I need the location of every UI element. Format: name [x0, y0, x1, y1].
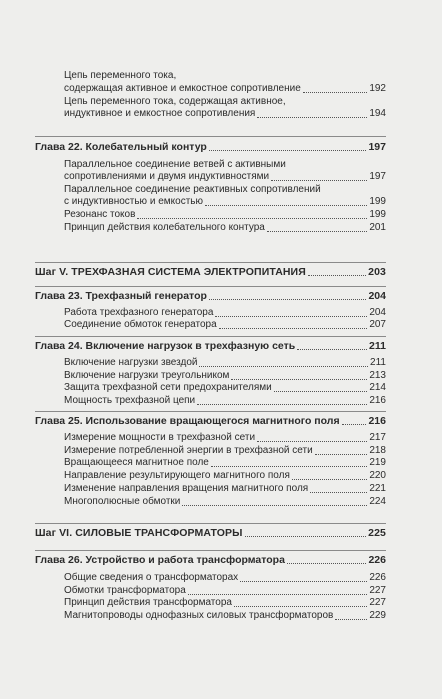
page-number: 226	[369, 572, 386, 583]
toc-entry-chapter	[35, 141, 386, 153]
entry-title: Многополюсные обмотки	[64, 496, 181, 507]
entry-title: Включение нагрузки звездой	[64, 357, 198, 368]
toc-entry-subsection	[64, 432, 386, 444]
dot-leader	[240, 581, 367, 582]
entry-title: Глава 24. Включение нагрузок в трехфазную сеть	[35, 340, 296, 352]
entry-title: Направление результирующего магнитного поля	[64, 470, 290, 481]
dot-leader	[310, 492, 367, 493]
dot-leader	[308, 275, 366, 276]
dot-leader	[335, 619, 367, 620]
divider	[35, 136, 386, 137]
entry-title: Измерение мощности в трехфазной сети	[64, 432, 256, 443]
entry-title: Изменение направления вращения магнитного поля	[64, 483, 309, 494]
page-number: 214	[369, 382, 386, 393]
entry-title: Шаг VI. СИЛОВЫЕ ТРАНСФОРМАТОРЫ	[35, 527, 243, 539]
toc-entry-subsection	[64, 222, 386, 234]
entry-title: Принцип действия трансформатора	[64, 597, 232, 608]
page-number: 229	[369, 610, 386, 621]
entry-title: Общие сведения о трансформаторах	[64, 572, 239, 583]
page-number: 211	[370, 357, 386, 368]
entry-title: Обмотки трансформатора	[64, 585, 186, 596]
dot-leader	[188, 594, 368, 595]
entry-title: Параллельное соединение ветвей с активными	[64, 159, 286, 170]
toc-entry-subsection	[64, 585, 386, 597]
divider	[35, 336, 386, 337]
toc-entry-subsection	[64, 209, 386, 221]
entry-title: Цепь переменного тока,	[64, 70, 177, 81]
dot-leader	[287, 563, 367, 564]
entry-title: Соединение обмоток генератора	[64, 319, 217, 330]
dot-leader	[137, 218, 367, 219]
page-number: 201	[369, 222, 386, 233]
dot-leader	[211, 466, 367, 467]
page-number: 207	[369, 319, 386, 330]
entry-title: Глава 26. Устройство и работа трансформатора	[35, 554, 285, 566]
toc-entry-subsection	[64, 457, 386, 469]
toc-entry-subsection	[64, 196, 386, 208]
entry-title: Глава 25. Использование вращающегося магнитного поля	[35, 415, 340, 427]
page-number: 199	[369, 196, 386, 207]
dot-leader	[199, 366, 368, 367]
entry-title: Вращающееся магнитное поле	[64, 457, 209, 468]
toc-entry-chapter	[35, 415, 386, 427]
toc-entry-subsection	[64, 307, 386, 319]
toc-entry-subsection	[64, 96, 386, 108]
toc-entry-subsection	[64, 70, 386, 82]
toc-entry-subsection	[64, 159, 386, 171]
toc-entry-subsection	[64, 470, 386, 482]
page-number: 194	[369, 108, 386, 119]
toc-entry-chapter	[35, 554, 386, 566]
page-number: 216	[369, 395, 386, 406]
entry-title: Мощность трехфазной цепи	[64, 395, 196, 406]
toc-entry-subsection	[64, 382, 386, 394]
page-number: 217	[369, 432, 386, 443]
toc-entry-part	[35, 527, 386, 539]
page-number: 197	[369, 171, 386, 182]
dot-leader	[231, 379, 367, 380]
dot-leader	[215, 316, 367, 317]
entry-title: Магнитопроводы однофазных силовых трансформаторов	[64, 610, 334, 621]
divider	[35, 262, 386, 263]
entry-title: Глава 23. Трехфазный генератор	[35, 290, 207, 302]
dot-leader	[209, 150, 367, 151]
toc-entry-subsection	[64, 171, 386, 183]
page-number: 197	[368, 141, 386, 153]
toc-entry-subsection	[64, 395, 386, 407]
divider	[35, 286, 386, 287]
dot-leader	[292, 479, 367, 480]
page-number: 221	[369, 483, 386, 494]
toc-entry-subsection	[64, 83, 386, 95]
toc-entry-subsection	[64, 319, 386, 331]
entry-title: сопротивлениями и двумя индуктивностями	[64, 171, 270, 182]
dot-leader	[297, 349, 367, 350]
page-number: 226	[368, 554, 386, 566]
page-number: 204	[368, 290, 386, 302]
page-number: 227	[369, 585, 386, 596]
dot-leader	[245, 536, 367, 537]
dot-leader	[271, 180, 367, 181]
toc-entry-subsection	[64, 610, 386, 622]
toc-entry-subsection	[64, 184, 386, 196]
divider	[35, 523, 386, 524]
page-number: 192	[369, 83, 386, 94]
toc-entry-subsection	[64, 483, 386, 495]
entry-title: Резонанс токов	[64, 209, 136, 220]
toc-entry-part	[35, 266, 386, 278]
entry-title: содержащая активное и емкостное сопротивление	[64, 83, 301, 94]
entry-title: Шаг V. ТРЕХФАЗНАЯ СИСТЕМА ЭЛЕКТРОПИТАНИЯ	[35, 266, 306, 278]
toc-entry-chapter	[35, 340, 386, 352]
dot-leader	[315, 454, 368, 455]
dot-leader	[234, 606, 367, 607]
dot-leader	[257, 117, 367, 118]
toc-entry-chapter	[35, 290, 386, 302]
dot-leader	[257, 441, 367, 442]
dot-leader	[197, 404, 367, 405]
divider	[35, 411, 386, 412]
entry-title: с индуктивностью и емкостью	[64, 196, 203, 207]
page-number: 227	[369, 597, 386, 608]
toc-entry-subsection	[64, 357, 386, 369]
page-number: 203	[368, 266, 386, 278]
toc-entry-subsection	[64, 370, 386, 382]
entry-title: Цепь переменного тока, содержащая активное,	[64, 96, 286, 107]
dot-leader	[274, 391, 368, 392]
dot-leader	[182, 505, 367, 506]
page-number: 216	[368, 415, 386, 427]
dot-leader	[342, 424, 367, 425]
entry-title: Работа трехфазного генератора	[64, 307, 214, 318]
page-number: 199	[369, 209, 386, 220]
dot-leader	[205, 205, 367, 206]
toc-entry-subsection	[64, 597, 386, 609]
entry-title: индуктивное и емкостное сопротивления	[64, 108, 256, 119]
page-number: 213	[369, 370, 386, 381]
dot-leader	[303, 92, 368, 93]
toc-entry-subsection	[64, 572, 386, 584]
page-number: 204	[369, 307, 386, 318]
entry-title: Включение нагрузки треугольником	[64, 370, 230, 381]
entry-title: Глава 22. Колебательный контур	[35, 141, 207, 153]
dot-leader	[209, 299, 367, 300]
dot-leader	[267, 231, 367, 232]
divider	[35, 550, 386, 551]
toc-entry-subsection	[64, 108, 386, 120]
page-number: 219	[369, 457, 386, 468]
page-number: 218	[369, 445, 386, 456]
dot-leader	[219, 328, 368, 329]
toc-entry-subsection	[64, 445, 386, 457]
entry-title: Измерение потребленной энергии в трехфазной сети	[64, 445, 313, 456]
entry-title: Принцип действия колебательного контура	[64, 222, 265, 233]
page-number: 224	[369, 496, 386, 507]
toc-entry-subsection	[64, 496, 386, 508]
entry-title: Параллельное соединение реактивных сопротивлений	[64, 184, 321, 195]
page-number: 211	[369, 340, 386, 352]
entry-title: Защита трехфазной сети предохранителями	[64, 382, 272, 393]
page-number: 225	[368, 527, 386, 539]
page-number: 220	[369, 470, 386, 481]
